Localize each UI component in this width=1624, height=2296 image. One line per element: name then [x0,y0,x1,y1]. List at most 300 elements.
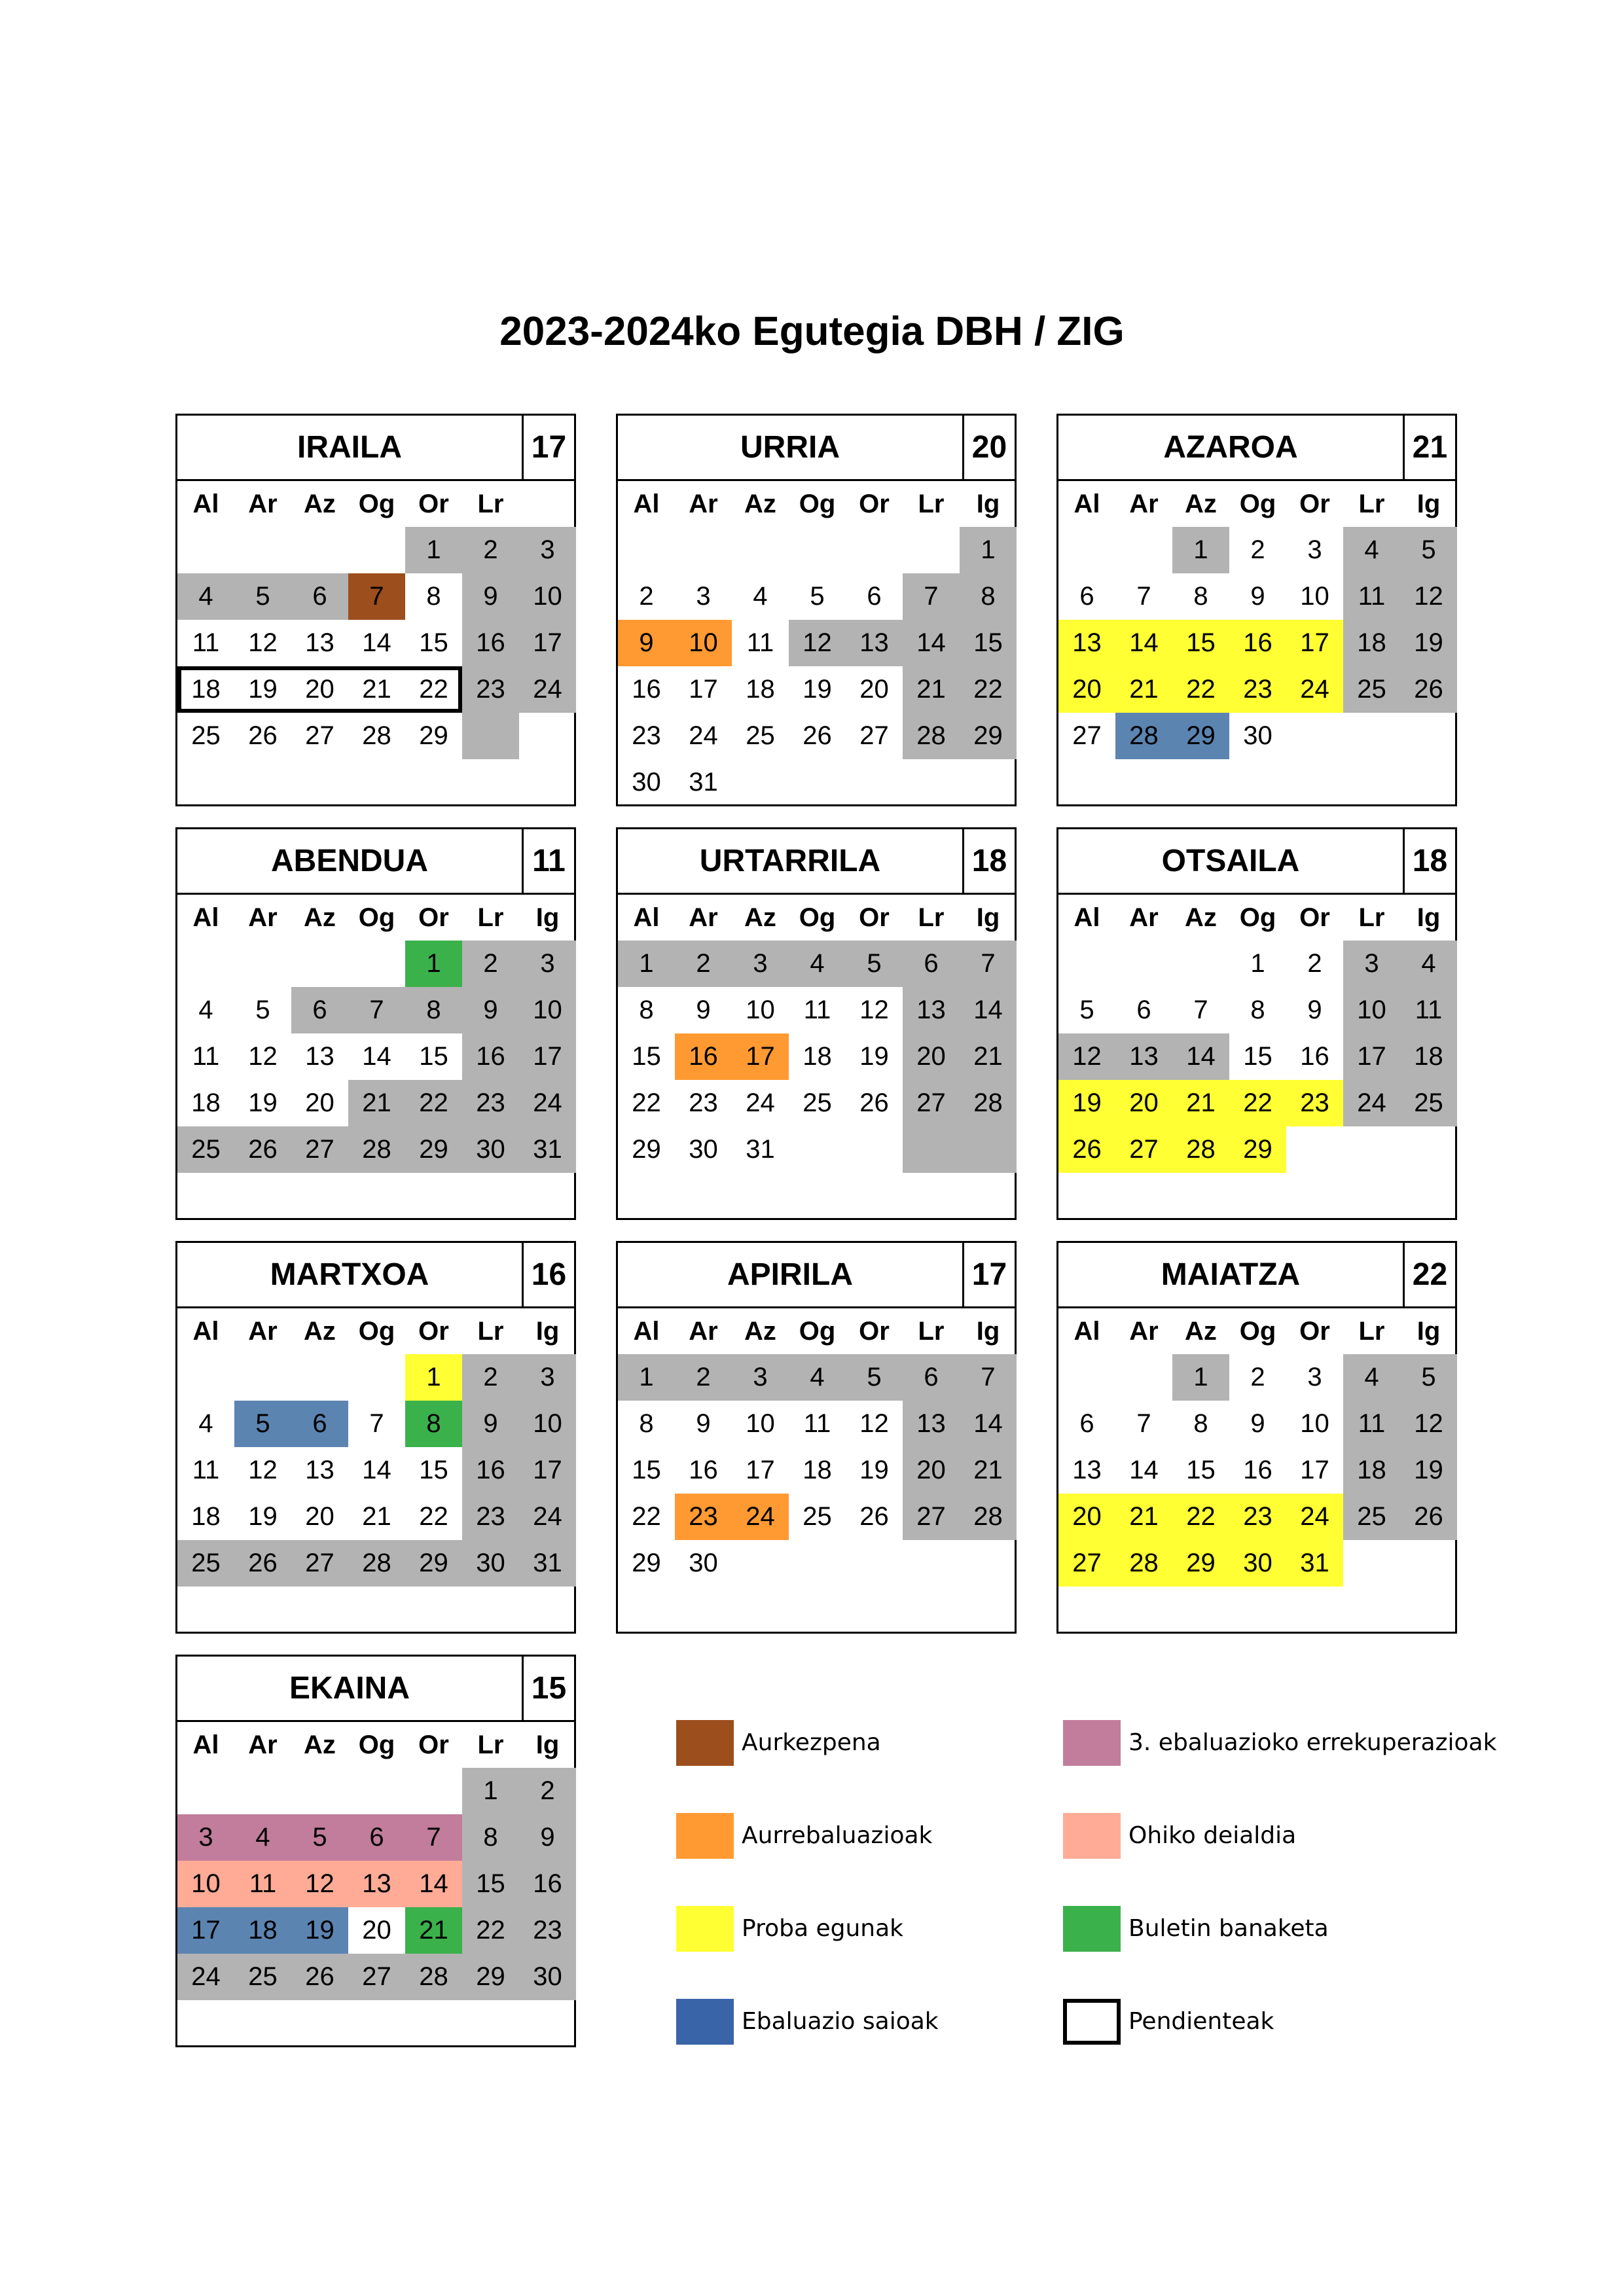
day-cell: 7 [960,1354,1017,1401]
day-cell: 9 [618,620,675,666]
month-name: URTARRILA [699,844,881,878]
day-cell: 25 [177,1540,234,1587]
day-cell: 19 [1400,620,1457,666]
weekday-header: Or [859,903,890,932]
weekday-header: Og [799,490,836,518]
day-cell: 19 [248,675,278,704]
day-cell: 24 [519,1494,576,1540]
day-cell: 17 [519,1447,576,1494]
day-cell: 20 [305,675,334,704]
day-cell: 1 [405,527,462,573]
month-otsaila [1056,827,1457,1220]
day-cell: 11 [803,1409,831,1438]
month-azaroa [1056,414,1457,806]
weekday-header: Ig [976,903,1000,932]
weekday-header: Lr [1358,903,1385,932]
day-cell: 19 [1058,1080,1115,1126]
day-cell: 18 [191,675,221,704]
month-header [618,1243,1015,1308]
day-cell: 28 [1172,1126,1229,1173]
day-cell: 21 [960,1447,1017,1494]
day-cell: 1 [1250,949,1265,978]
legend-label: Proba egunak [742,1915,904,1942]
day-cell: 14 [405,1861,462,1907]
day-cell: 19 [1400,1447,1457,1494]
day-cell: 23 [689,1088,718,1117]
legend-label: Ohiko deialdia [1128,1822,1297,1849]
day-cell: 17 [689,675,718,704]
weekday-header: Ig [535,1317,560,1346]
legend-swatch [676,1720,734,1766]
weekday-header: Az [304,1317,336,1346]
day-cell: 1 [1172,1354,1229,1401]
day-cell: 4 [1400,941,1457,987]
day-cell: 13 [846,620,903,666]
day-cell: 1 [405,941,462,987]
day-cell: 18 [1400,1033,1457,1080]
month-header [177,829,574,895]
day-cell: 23 [519,1907,576,1954]
legend-swatch [676,1999,734,2045]
day-cell: 11 [746,628,774,657]
day-cell: 19 [859,1456,889,1484]
day-cell: 10 [519,1401,576,1447]
day-cell: 20 [305,1088,334,1117]
weekday-header: Az [744,1317,776,1346]
day-cell: 14 [362,1456,391,1484]
weekday-header: Or [418,1731,449,1759]
weekday-header-row [1058,481,1455,527]
day-cell: 6 [903,1354,960,1401]
day-cell: 7 [405,1814,462,1861]
day-cell: 20 [1058,1494,1115,1540]
day-cells [618,941,1015,1218]
month-name: APIRILA [727,1257,853,1292]
day-cell: 5 [1400,1354,1457,1401]
day-cell: 13 [1058,620,1115,666]
day-cell: 10 [1300,1409,1329,1438]
day-cell: 10 [519,987,576,1033]
day-cell: 22 [462,1907,519,1954]
weekday-header: Og [1239,903,1276,932]
weekday-header: Ig [1416,1317,1441,1346]
day-cell: 26 [234,1540,291,1587]
day-cell: 10 [1343,987,1400,1033]
weekday-header: Og [799,903,836,932]
day-cell: 3 [519,1354,576,1401]
month-name: OTSAILA [1161,844,1300,878]
legend-label: Pendienteak [1128,2008,1274,2035]
weekday-header: Ig [535,1731,560,1759]
day-cell: 15 [1186,1456,1216,1484]
day-cell: 26 [248,721,278,750]
month-day-count: 21 [1403,416,1455,479]
day-cell: 17 [519,1033,576,1080]
day-cell: 24 [689,721,718,750]
day-cell: 3 [519,941,576,987]
day-cell: 7 [1136,582,1151,611]
weekday-header: Or [418,903,449,932]
day-cell: 30 [1243,721,1272,750]
day-cell: 24 [519,1080,576,1126]
weekday-header: Or [418,490,449,518]
day-cell: 26 [1400,1494,1457,1540]
day-cell: 3 [1307,1363,1322,1391]
day-cell: 8 [639,996,654,1024]
month-header [177,1243,574,1308]
day-cell: 18 [191,1088,221,1117]
day-cell: 6 [1079,582,1094,611]
day-cell: 1 [618,941,675,987]
day-cell: 3 [1343,941,1400,987]
day-cell: 31 [519,1540,576,1587]
day-cell: 1 [960,527,1017,573]
day-cell: 13 [305,1456,334,1484]
day-cell: 30 [632,768,661,797]
weekday-header: Or [1299,1317,1330,1346]
day-cell: 10 [746,996,775,1024]
day-cell: 17 [746,1456,775,1484]
day-cell: 29 [405,1126,462,1173]
day-cell: 6 [1136,996,1151,1024]
day-cell: 4 [234,1814,291,1861]
month-day-count: 15 [522,1657,574,1720]
weekday-header: Ig [976,1317,1000,1346]
month-day-count: 17 [962,1243,1015,1306]
day-cell: 2 [519,1768,576,1814]
day-cell: 5 [846,1354,903,1401]
day-cell: 21 [405,1907,462,1954]
day-cell: 27 [1115,1126,1172,1173]
day-cell: 22 [960,666,1017,713]
day-cell: 1 [405,1354,462,1401]
day-cell: 16 [462,1447,519,1494]
day-cell: 20 [903,1447,960,1494]
day-cell: 14 [1115,620,1172,666]
weekday-header: Og [358,903,395,932]
weekday-header: Al [1074,490,1100,518]
day-cell: 16 [689,1456,718,1484]
day-cell: 7 [903,573,960,620]
weekday-header: Lr [477,1317,504,1346]
day-cell: 27 [305,721,334,750]
day-cell: 10 [519,573,576,620]
day-cell: 28 [960,1080,1017,1126]
weekday-header: Al [1074,903,1100,932]
day-cell: 28 [903,713,960,759]
day-cell: 22 [632,1502,661,1531]
day-cell: 10 [177,1861,234,1907]
day-cell: 8 [405,987,462,1033]
weekday-header-row [1058,895,1455,941]
day-cell: 25 [1400,1080,1457,1126]
day-cell: 17 [732,1033,789,1080]
weekday-header: Og [1239,1317,1276,1346]
weekday-header: Al [633,1317,660,1346]
day-cell: 4 [1343,527,1400,573]
day-cell: 26 [1058,1126,1115,1173]
day-cell: 12 [248,628,278,657]
day-cell: 5 [234,1401,291,1447]
month-name: MARTXOA [270,1257,429,1292]
day-cell: 31 [519,1126,576,1173]
day-cell: 13 [1072,1456,1102,1484]
month-day-count: 18 [962,829,1015,893]
day-cell: 11 [192,1456,220,1484]
day-cell: 12 [248,1042,278,1071]
weekday-header: Ig [976,490,1000,518]
day-cell: 30 [519,1954,576,2000]
day-cell: 11 [192,628,220,657]
day-cells [177,527,574,804]
day-cell: 6 [903,941,960,987]
day-cell: 3 [177,1814,234,1861]
day-cell: 6 [867,582,882,611]
day-cell: 8 [426,582,441,611]
day-cell: 5 [255,996,270,1024]
day-cell: 30 [1229,1540,1286,1587]
day-cell: 2 [462,941,519,987]
legend-label: Aurrebaluazioak [742,1822,933,1849]
day-cell: 28 [1115,1540,1172,1587]
day-cell: 9 [696,996,711,1024]
day-cell: 24 [519,666,576,713]
day-cell: 15 [462,1861,519,1907]
month-day-count: 22 [1403,1243,1455,1306]
day-cell: 17 [1300,1456,1329,1484]
day-cell: 16 [1243,1456,1272,1484]
weekday-header: Lr [477,1731,504,1759]
day-cell: 4 [198,1409,213,1438]
weekday-header: Az [744,490,776,518]
day-cell: 5 [291,1814,348,1861]
weekday-header: Al [192,1317,219,1346]
weekday-header: Ar [248,903,278,932]
day-cell: 24 [177,1954,234,2000]
day-cells [1058,527,1455,804]
month-name: ABENDUA [271,844,428,878]
day-cell: 30 [462,1126,519,1173]
day-cell: 24 [746,1088,775,1117]
weekday-header: Ar [1129,1317,1159,1346]
weekday-header: Al [1074,1317,1100,1346]
weekday-header: Az [304,490,336,518]
weekday-header-row [177,1722,574,1768]
day-cell: 7 [348,573,405,620]
day-cell: 7 [1193,996,1208,1024]
day-cell: 16 [462,1033,519,1080]
day-cell: 12 [291,1861,348,1907]
day-cell: 13 [903,987,960,1033]
day-cell: 31 [689,768,718,797]
day-cell: 17 [1286,620,1343,666]
month-ekaina [175,1655,576,2047]
day-cell: 4 [753,582,768,611]
month-name: MAIATZA [1161,1257,1301,1292]
weekday-header: Og [1239,490,1276,518]
day-cell: 2 [1250,535,1265,564]
day-cell: 25 [234,1954,291,2000]
day-cell: 3 [732,941,789,987]
weekday-header: Lr [918,490,945,518]
month-day-count: 20 [962,416,1015,479]
legend-label: Buletin banaketa [1128,1915,1329,1942]
legend-swatch [1063,1813,1121,1859]
legend-swatch [1063,1906,1121,1952]
day-cell: 14 [960,1401,1017,1447]
day-cell: 18 [746,675,775,704]
month-urtarrila [616,827,1017,1220]
day-cell: 21 [362,1502,391,1531]
day-cell: 23 [462,1494,519,1540]
weekday-header-row [177,895,574,941]
day-cell: 11 [1343,1401,1400,1447]
day-cell: 27 [1058,1540,1115,1587]
day-cell: 5 [846,941,903,987]
day-cell: 6 [348,1814,405,1861]
day-cell: 6 [291,573,348,620]
day-cell: 25 [746,721,775,750]
weekday-header: Ar [248,1317,278,1346]
day-cell: 20 [903,1033,960,1080]
day-cell: 9 [696,1409,711,1438]
month-header [1058,829,1455,895]
weekday-header: Ar [689,1317,718,1346]
weekday-header: Az [1185,490,1217,518]
day-cell: 23 [462,1080,519,1126]
month-iraila [175,414,576,806]
day-cell: 28 [1115,713,1172,759]
day-cell: 2 [675,941,732,987]
day-cell: 29 [462,1954,519,2000]
day-cell: 3 [696,582,711,611]
day-cell: 8 [1250,996,1265,1024]
empty-weekend-cell [903,1126,960,1173]
day-cell: 22 [419,675,448,704]
day-cell: 5 [810,582,825,611]
day-cell: 4 [1343,1354,1400,1401]
day-cell: 29 [419,721,448,750]
day-cell: 9 [462,1401,519,1447]
day-cell: 16 [462,620,519,666]
month-name: URRIA [740,430,840,465]
day-cell: 26 [859,1502,889,1531]
day-cell: 29 [632,1135,661,1164]
day-cell: 23 [1229,666,1286,713]
empty-weekend-cell [960,1126,1017,1173]
day-cell: 11 [192,1042,220,1071]
day-cell: 12 [1058,1033,1115,1080]
day-cell: 15 [1172,620,1229,666]
day-cell: 26 [291,1954,348,2000]
day-cell: 16 [675,1033,732,1080]
day-cell: 21 [1115,1494,1172,1540]
day-cell: 2 [462,527,519,573]
legend-label: 3. ebaluazioko errekuperazioak [1128,1729,1497,1756]
day-cell: 4 [177,573,234,620]
day-cell: 17 [177,1907,234,1954]
day-cell: 11 [1343,573,1400,620]
weekday-header: Ar [689,903,718,932]
day-cell: 16 [519,1861,576,1907]
day-cell: 4 [789,1354,846,1401]
day-cell: 21 [362,675,391,704]
day-cell: 27 [348,1954,405,2000]
month-urria [616,414,1017,806]
day-cell: 11 [803,996,831,1024]
day-cell: 30 [689,1135,718,1164]
weekday-header: Lr [477,490,504,518]
day-cell: 25 [803,1088,832,1117]
weekday-header: Or [859,1317,890,1346]
day-cell: 2 [462,1354,519,1401]
day-cell: 12 [1400,573,1457,620]
day-cells [1058,1354,1455,1632]
day-cell: 21 [348,1080,405,1126]
day-cell: 25 [191,721,221,750]
weekday-header-row [618,895,1015,941]
day-cell: 21 [1115,666,1172,713]
weekday-header: Ig [535,903,560,932]
day-cell: 27 [859,721,889,750]
day-cell: 8 [1193,582,1208,611]
day-cell: 27 [291,1540,348,1587]
weekday-header: Og [358,490,395,518]
weekday-header: Or [1299,490,1330,518]
day-cell: 22 [1229,1080,1286,1126]
day-cell: 13 [305,628,334,657]
day-cell: 24 [1343,1080,1400,1126]
month-header [618,829,1015,895]
day-cell: 14 [362,628,391,657]
day-cell: 12 [859,1409,889,1438]
weekday-header: Lr [918,903,945,932]
day-cell: 29 [960,713,1017,759]
day-cell: 11 [1400,987,1457,1033]
day-cell: 28 [405,1954,462,2000]
weekday-header: Ar [248,490,278,518]
day-cell: 27 [291,1126,348,1173]
day-cells [1058,941,1455,1218]
weekday-header: Ar [1129,903,1159,932]
weekday-header: Or [418,1317,449,1346]
day-cell: 30 [462,1540,519,1587]
day-cell: 30 [689,1549,718,1577]
day-cell: 5 [1400,527,1457,573]
day-cell: 25 [177,1126,234,1173]
day-cell: 29 [1172,713,1229,759]
day-cell: 27 [903,1494,960,1540]
month-day-count: 11 [522,829,574,893]
day-cell: 19 [803,675,832,704]
day-cell: 23 [675,1494,732,1540]
day-cell: 2 [639,582,654,611]
weekday-header: Al [192,490,219,518]
day-cell: 28 [362,721,391,750]
day-cell: 25 [1343,1494,1400,1540]
legend-swatch [1063,1999,1121,2045]
day-cells [618,527,1015,804]
day-cell: 29 [1229,1126,1286,1173]
day-cell: 5 [234,573,291,620]
day-cell: 22 [405,1080,462,1126]
day-cell: 15 [632,1456,661,1484]
month-day-count: 17 [522,416,574,479]
day-cell: 8 [405,1401,462,1447]
day-cells [177,941,574,1218]
day-cell: 27 [903,1080,960,1126]
day-cell: 2 [675,1354,732,1401]
